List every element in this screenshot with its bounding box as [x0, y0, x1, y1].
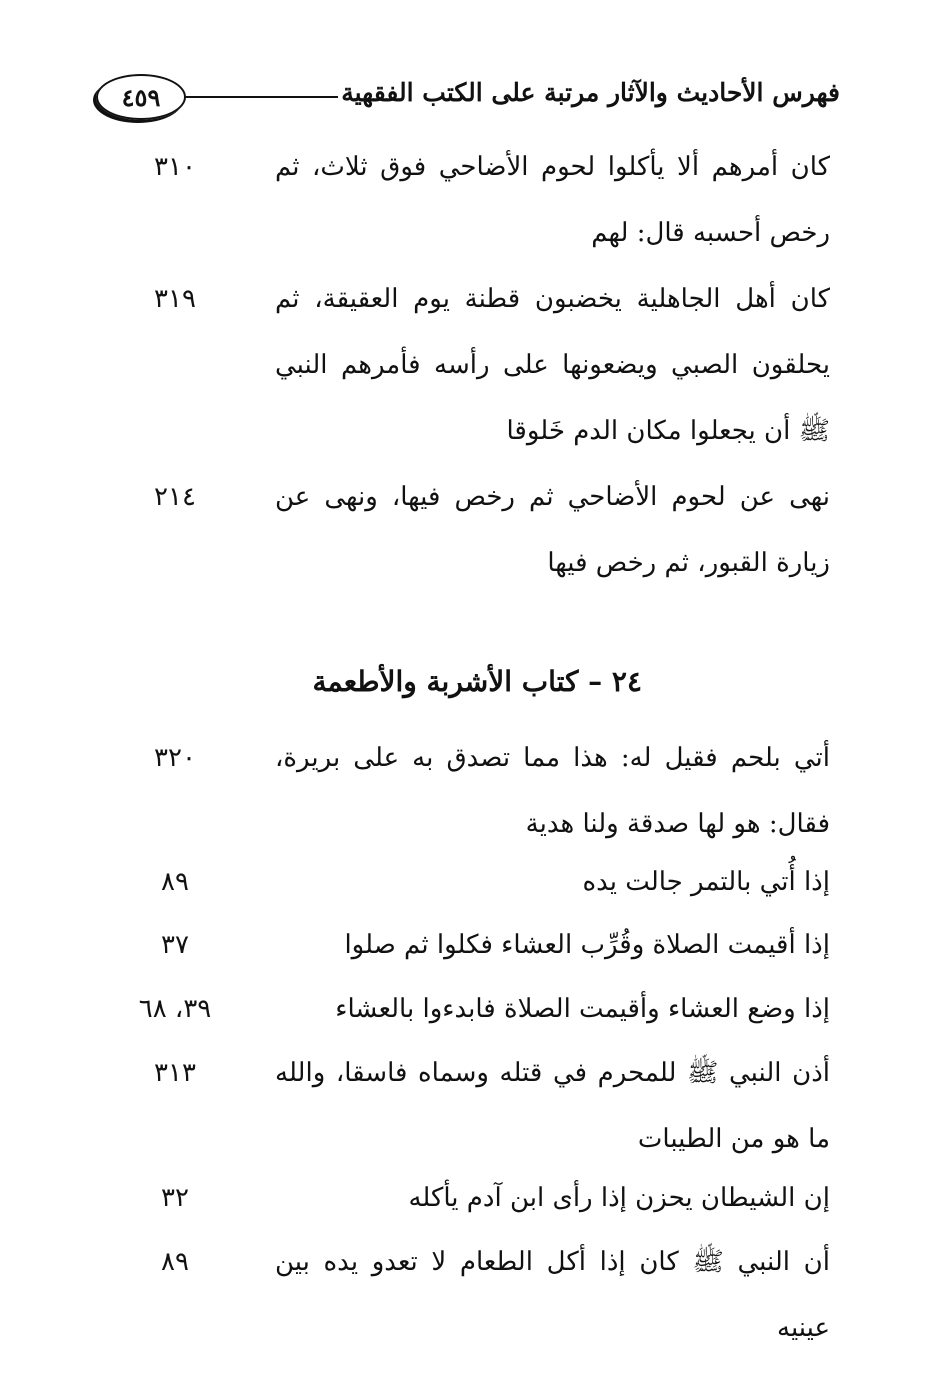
index-entry: [120, 1165, 830, 1231]
entry-text: كان أهل الجاهلية يخضبون قطنة يوم العقيقة، ثم يحلقون الصبي ويضعونها على رأسه فأمرهم النبي ﷺ أن يجعلوا مكان الدم خَلوقا: [275, 284, 830, 446]
entry-text: كان أمرهم ألا يأكلوا لحوم الأضاحي فوق ثلاث، ثم رخص أحسبه قال: لهم: [275, 152, 830, 248]
section-heading: ٢٤ – كتاب الأشربة والأطعمة: [312, 665, 642, 698]
entry-page-ref: ٣٢٠: [154, 743, 196, 773]
entry-page-ref: ٨٩: [161, 1247, 189, 1277]
index-entry: [120, 725, 830, 857]
entry-text: إذا أقيمت الصلاة وقُرِّب العشاء فكلوا ثم صلوا: [344, 930, 830, 960]
index-entry: [120, 266, 830, 464]
index-entry: [120, 464, 830, 596]
index-entry: [120, 134, 830, 266]
entry-page-ref: ٣١٣: [154, 1058, 196, 1088]
page-number-badge: [96, 74, 186, 120]
entry-text: أذن النبي ﷺ للمحرم في قتله وسماه فاسقا، والله ما هو من الطيبات: [275, 1058, 830, 1154]
index-entry: [120, 849, 830, 915]
entry-page-ref: ٣٩، ٦٨: [138, 994, 212, 1024]
entry-text: إذا وضع العشاء وأقيمت الصلاة فابدءوا بالعشاء: [335, 994, 830, 1024]
entry-page-ref: ٣٧: [161, 930, 189, 960]
entry-page-ref: ٣١٠: [154, 152, 196, 182]
index-entry: [120, 912, 830, 978]
running-header-title: فهرس الأحاديث والآثار مرتبة على الكتب الفقهية: [341, 78, 840, 107]
entry-text: أتي بلحم فقيل له: هذا مما تصدق به على بريرة، فقال: هو لها صدقة ولنا هدية: [275, 743, 830, 839]
entry-page-ref: ٨٩: [161, 867, 189, 897]
entry-text: إذا أُتي بالتمر جالت يده: [582, 867, 830, 897]
index-entry: [120, 1229, 830, 1343]
entry-page-ref: ٢١٤: [154, 482, 196, 512]
index-entry: [120, 1040, 830, 1172]
entry-text: نهى عن لحوم الأضاحي ثم رخص فيها، ونهى عن زيارة القبور، ثم رخص فيها: [275, 482, 830, 578]
entry-text: إن الشيطان يحزن إذا رأى ابن آدم يأكله: [408, 1183, 830, 1213]
entry-text: أن النبي ﷺ كان إذا أكل الطعام لا تعدو يده بين عينيه: [275, 1247, 830, 1343]
entry-page-ref: ٣٢: [161, 1183, 189, 1213]
header-rule: [184, 96, 338, 98]
entry-page-ref: ٣١٩: [154, 284, 196, 314]
index-entry: [120, 976, 830, 1042]
page-header: [96, 72, 840, 122]
page-number: ٤٥٩: [121, 82, 161, 112]
